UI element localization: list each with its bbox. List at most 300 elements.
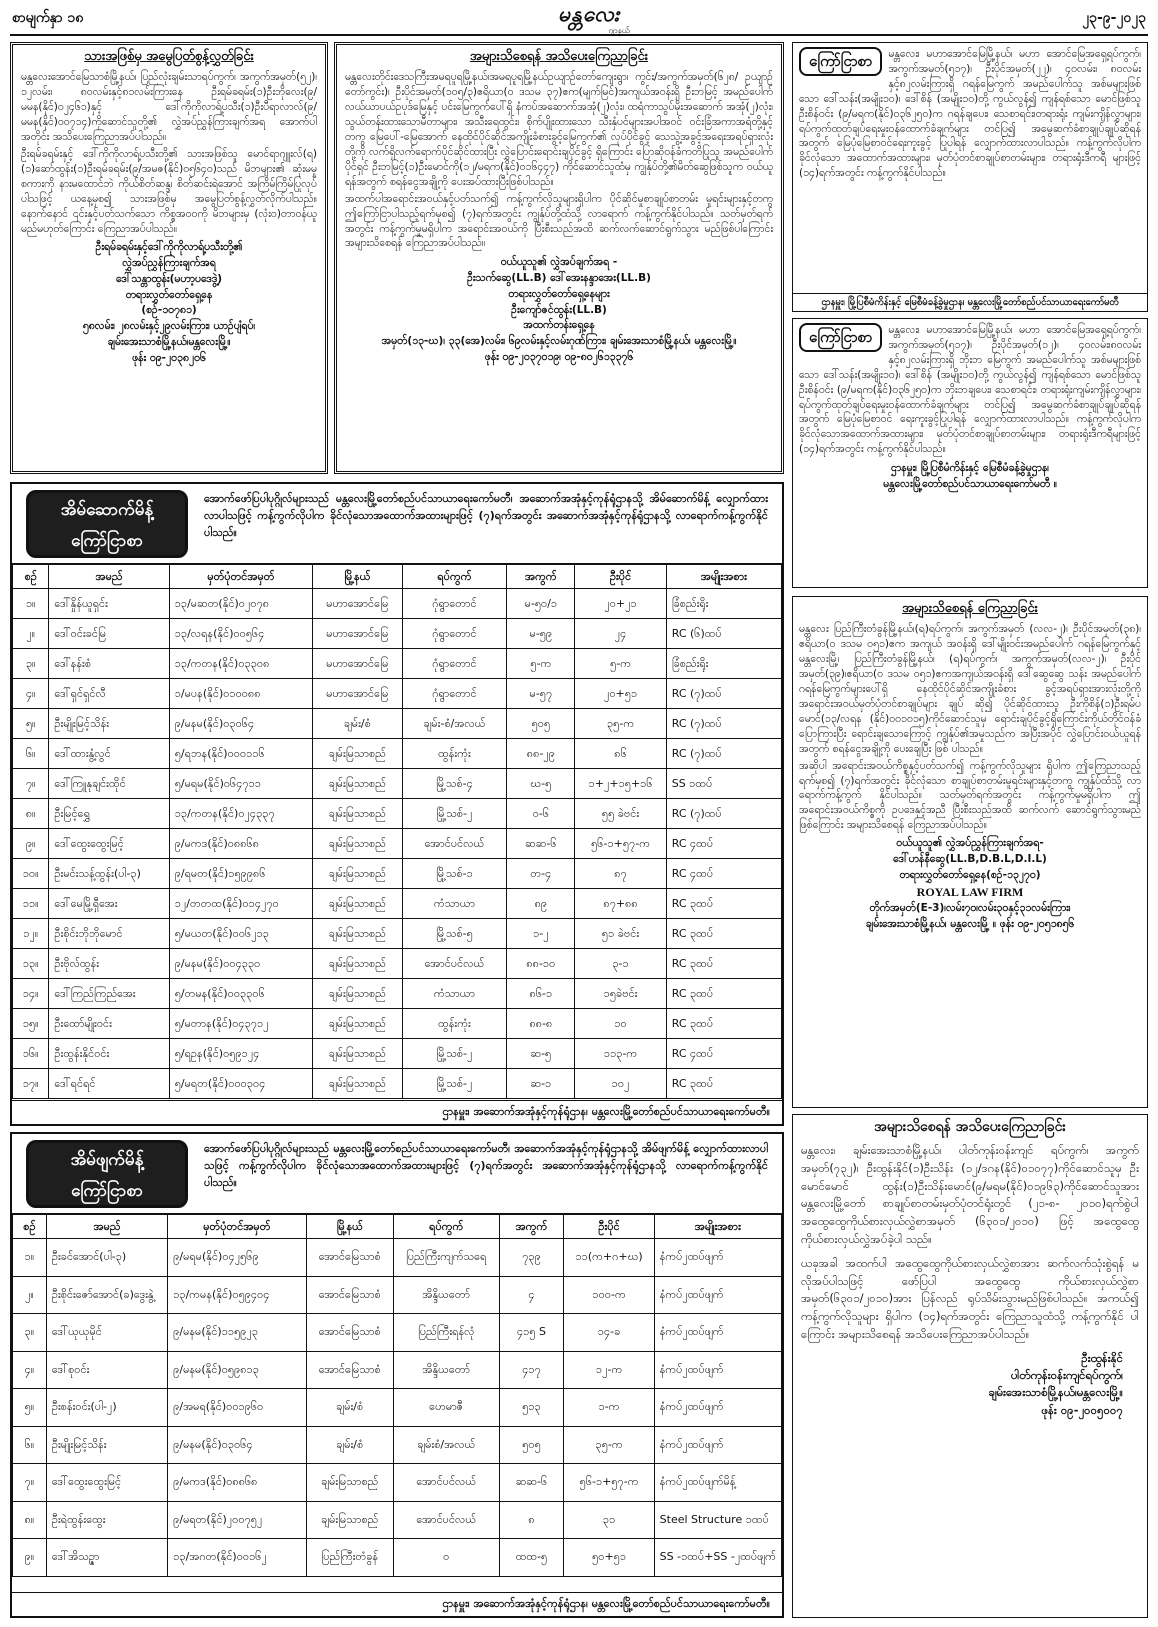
signature-line: ပါတ်ကုန်းဝန်းကျင်ရပ်ကွက်၊ (1010, 1368, 1123, 1383)
table-cell: ဦးမျိုးမြင့်သိန်း (49, 709, 169, 739)
table-cell: Steel Structure ၁ထပ် (654, 1501, 781, 1539)
notice-body (337, 70, 781, 251)
table-cell: ထွန်းကုံး (402, 739, 507, 769)
table-cell: ဆဆ-၆ (499, 1464, 564, 1502)
table-cell: ၁၅ခဲဗင်း (575, 979, 666, 1009)
table-cell: ၁၆။ (13, 1039, 49, 1069)
table-row (13, 919, 782, 949)
table-cell: ထွန်းကုံး (402, 1009, 507, 1039)
table-cell: ၁၁၃-က (575, 1039, 666, 1069)
column-header: အမျိုးအစား (666, 565, 781, 589)
table-row (13, 859, 782, 889)
table-cell: ချမ်း/စံ (306, 1426, 393, 1464)
table-cell: ၅၆-၁+၅၇-က (575, 829, 666, 859)
table-cell: အိန္ဒိယတော် (393, 1351, 499, 1389)
table-cell: ဒေါ်ရှင်ရှင်လီ (49, 679, 169, 709)
table-cell: ၁၀။ (13, 859, 49, 889)
table-cell: ဂုံရွာတောင် (402, 589, 507, 619)
table-cell: ၅-က (507, 649, 575, 679)
table-cell: မြို့သစ်-၁ (402, 859, 507, 889)
table-cell: ချမ်းမြသာစည် (313, 769, 402, 799)
table-cell: ၉/မနမ(နိုင်)၀၀၄၃၃၀ (169, 949, 312, 979)
column-header: စဉ် (13, 1215, 47, 1239)
masthead-subtitle: ဂျာနယ် (608, 26, 630, 35)
ad-badge: ကြော်ငြာစာ (799, 47, 882, 76)
table-cell: ၁၃/မဆတ(နိုင်)၀၂၀၇၈ (169, 589, 312, 619)
table-cell: ၆။ (13, 1426, 47, 1464)
notice-paragraph: မန္တလေးအောင်မြေသာစံမြို့နယ်၊ ပြည်လုံးချမ်းသာရပ်ကွက်၊ အကွက်အမှတ်(၅၂)၊ ၁၂လမ်း၊ ၈၀လမ်းနှင့်၈၁လမ်းကြားနေ ဦးရမ်ခရမ်း(၁)ဦးဘိုလေး(၉/မမန(နိုင်)၀၂၄၆၁)နှင့် ဒေါ်ကိုကိုလာရ့်ပသီး(၁)ဦးပီရာလာလ်(၉/မမန(နိုင်)၀၀၇၁၄)ကိုဆောင်သူတို့၏ လွှဲအပ်ညွှန်ကြားချက်အရ အောက်ပါအတိုင်း အသိပေးကြေညာအပ်ပါသည်။ (21, 71, 317, 144)
badge-line: ကြော်ငြာစာ (71, 531, 143, 551)
table-cell: ချမ်း/စံ (306, 1389, 393, 1427)
table-cell: ၄၁၅ S (499, 1314, 564, 1352)
column-header: မြို့နယ် (306, 1215, 393, 1239)
table-cell: ချမ်း-စံ/အလယ် (402, 709, 507, 739)
signature-line: မန္တလေးမြို့တော်စည်ပင်သာယာရေးကော်မတီ ။ (883, 477, 1057, 490)
table-cell: ၈။ (13, 799, 49, 829)
table-cell: ကံသာယာ (402, 979, 507, 1009)
signature-line: ဦးရမ်ခရမ်းနှင့်ဒေါ်ကိုကိုလာရ့်ပသီးတို့၏ (95, 241, 243, 254)
column-header: အကွက် (507, 565, 575, 589)
demolition-table (12, 1214, 782, 1577)
table-cell: ခြံစည်းရိုး (666, 649, 781, 679)
table-cell: ၈၆ (575, 739, 666, 769)
table-cell: ၉/မနမ(နိုင်)၀၅၉၈၁၃ (168, 1351, 306, 1389)
table-cell: ၅။ (13, 709, 49, 739)
table-cell: ဒေါ်အိသဉ္ဇာ (46, 1539, 167, 1577)
signature-line: ဒေါ်ဟန်နီဆွေ(LL.B,D.B.L,D.I.L) (893, 852, 1047, 865)
table-cell: SS -၁ထပ်+SS -၂ထပ်ဖျက် (654, 1539, 781, 1577)
table-cell: ၁၃/ကမန(နိုင်)၀၅၉၄၀၄ (168, 1276, 306, 1314)
column-header: အမည် (46, 1215, 167, 1239)
table-cell: မ-၅၉ (507, 619, 575, 649)
table-cell: ၁၃/ကတန(နိုင်)၀၂၄၃၃၇ (169, 799, 312, 829)
table-cell: RC ၄ထပ် (666, 1039, 781, 1069)
ad-badge: ကြော်ငြာစာ (799, 323, 882, 352)
table-cell: ပြည်ကြီးရန်လုံ (393, 1314, 499, 1352)
signature-line: ဌာနမှူး၊ မြို့ပြစီမံကိန်းနှင့် မြေစီမံခန့်ခွဲမှုဌာန၊ (891, 462, 1049, 475)
table-cell: မ-၅၇ (507, 679, 575, 709)
table-cell: ၅၁ ခဲဗင်း (575, 919, 666, 949)
table-cell: ထထ-၅ (499, 1539, 564, 1577)
column-header: ဦးပိုင် (564, 1215, 654, 1239)
signature-phone: ဖုန်း ၀၉-၂၀၃၈၂၀၆ (132, 351, 206, 364)
table-cell: ဦးစန်းဝင်း(ပါ-၂) (46, 1389, 167, 1427)
table-cell: ဒေါ်ဝင်းခင်မြ (49, 619, 169, 649)
table-cell: မဟာအောင်မြေ (313, 679, 402, 709)
table-row (13, 1239, 782, 1277)
table-cell: ၅/မရမ(နိုင်)၀၆၄၇၁၁ (169, 769, 312, 799)
table-cell: ၉/မနမ(နိုင်)၀၃၀၆၄ (168, 1426, 306, 1464)
table-cell: RC ၃ထပ် (666, 949, 781, 979)
table-header-row (13, 1215, 782, 1239)
table-cell: ၁၂။ (13, 919, 49, 949)
land-notice-text (793, 43, 1147, 181)
table-cell: အောင်ပင်လယ် (402, 829, 507, 859)
table-cell: အိန္ဒိယတော် (393, 1276, 499, 1314)
section-badge (26, 1140, 188, 1208)
table-cell: မြို့သစ်-၂ (402, 799, 507, 829)
section-description: အောက်ဖော်ပြပါပုဂ္ဂိုလ်များသည် မန္တလေးမြို့တော်စည်ပင်သာယာရေးကော်မတီ၊ အဆောက်အအုံနှင့်ကုန်ရုံဌာနသို့ အိမ်ဖျက်မိန့် လျှောက်ထားလာပါသဖြင့် ကန့်ကွက်လိုပါက ခိုင်လုံသောအထောက်အထားများဖြင့် (၇)ရက်အတွင်း အဆောက်အအုံနှင့်ကုန်ရုံဌာနသို့ လာရောက်ကန့်ကွက်နိုင်ပါသည်။ (204, 1142, 768, 1190)
table-cell: ကံသာယာ (402, 889, 507, 919)
table-cell: ၁၃/အဂတ(နိုင်)၀၀၁၆၂ (168, 1539, 306, 1577)
signature-line: (စဥ်-၁၀၇၈၁) (141, 304, 197, 317)
table-cell: RC (၇)ထပ် (666, 799, 781, 829)
table-cell: ၁/မပန(နိုင်)၀၁၀၀၈၈ (169, 679, 312, 709)
table-row (13, 1009, 782, 1039)
signature-line: တရားလွှတ်တော်ရှေ့နေ(စဥ်-၁၃၂၇၀) (899, 868, 1041, 881)
section-footer: ဌာနမှူး၊ အဆောက်အအုံနှင့်ကုန်ရုံဌာန၊ မန္တလေးမြို့တော်စည်ပင်သာယာရေးကော်မတီ။ (12, 1100, 782, 1124)
notice-signature (793, 836, 1147, 933)
signature-line: ဦးသက်ဆွေ(LL.B) ဒေါ်အေးနန္ဒာအေး(LL.B) (467, 272, 651, 285)
table-cell: နံကပ်၂ထပ်ဖျက် (654, 1351, 781, 1389)
table-cell: RC ၃ထပ် (666, 919, 781, 949)
column-header: မြို့နယ် (313, 565, 402, 589)
table-cell: ၂။ (13, 1276, 47, 1314)
section-header (12, 484, 782, 564)
table-row (13, 949, 782, 979)
signature-line: အထက်တန်းရှေ့နေ (523, 319, 595, 332)
table-cell: ၁။ (13, 1239, 47, 1277)
table-cell: ချမ်းမြသာစည် (313, 979, 402, 1009)
land-notice-lead: မန္တလေး၊ မဟာအောင်မြေမြို့နယ်၊ မဟာ (888, 324, 1040, 336)
notice-paragraph: မန္တလေးတိုင်းဒေသကြီးအမရပူရမြို့နယ်၊အမရပူရမြို့နယ်ဥယျာဉ်တော်ကျေးရွာ၊ ကွင်း/အကွက်အမှတ်(၆၂၈/ ဥယျာဉ်တော်ကွင်း)၊ ဦးပိုင်အမှတ်(၁၀၅/၃)ဧရိယာ(၀ ဒသမ ၃၇)ဧက(မျက်မြင်)အကျယ်အဝန်းရှိ ဦးဘမြင့် အမည်ပေါက် လယ်ယာပယ်ဥပုဒ်မြေနှင့် ပင်းမြေကွက်ပေါ်ရှိ နံကပ်အဆောက်အအုံ(၂)လုံး၊ ထရံကာသွပ်မိုးအဆောက် အအုံ(၂)လုံး၊ သွယ်တန်းထားသောမီတာများ၊ အသီးရေထွင်း၊ စိုက်ပျိုးထားသော သီးနှံပင်များအပါအဝင် ဝင်းခြံအကာအရံတို့နှင့်တကွ မြေပေါ်-မြေအောက် နေထိုင်ပိုင်ဆိုင်အကျိုးခံစားခွင့်မြေကွက်၏ လုပ်ပိုင်ခွင့် သေသွဲ့အခွင့်အရေးအရပ်ရှားလုံးတို့ကို လက်ရှိလက်ရောက်ပိုင်ဆိုင်ထားပြီး လွှဲပြောင်းရောင်းချပိုင်ခွင့် ရှိကြောင်း ပြောဆိုဝန်ခံကတိပြုသူ အမည်ပေါက်ပိုင်ရှင် ဦးဘမြင့်(၁)ဦးမောင်ကို(၁၂/မရက(နိုင်)၀၁၆၄၄၇) ကိုင်ဆောင်သူထံမှ ကျွန်ုပ်တို့၏မိတ်ဆွေဖြစ်သူက ဝယ်ယူရန်အတွက် စရန်ငွေအချို့ကို ပေးအပ်ထားပြီးဖြစ်ပါသည်။ (345, 71, 773, 188)
table-cell: RC (၇)ထပ် (666, 709, 781, 739)
table-cell: RC (၇)ထပ် (666, 679, 781, 709)
signature-line: တရားလွှတ်တော်ရှေ့နေများ (508, 287, 610, 300)
badge-line: အိမ်ဆောက်မိန့် (60, 500, 154, 520)
column-header: အမျိုးအစား (654, 1215, 781, 1239)
table-cell: ချမ်းမြသာစည် (313, 919, 402, 949)
table-cell: ဦးရဲထွန်းထွေး (46, 1501, 167, 1539)
table-cell: ဆ-၁ (507, 1069, 575, 1099)
land-notice-footer: ဌာနမှူး၊ မြို့ပြစီမံကိန်းနှင့် မြေစီမံခန့်ခွဲမှုဌာန၊ မန္တလေးမြို့တော်စည်ပင်သာယာရေးကော်မတီ (793, 293, 1147, 311)
table-cell: RC (၇)ထပ် (666, 739, 781, 769)
table-cell: မြို့သစ်-၂ (402, 1069, 507, 1099)
notice-paragraph: ယခုအခါ အထက်ပါ အထွေထွေကိုယ်စားလှယ်လွှဲစာအား ဆက်လက်သုံးစွဲရန် မလိုအပ်ပါသဖြင့် ဖော်ပြပါ အထွေထွေ ကိုယ်စားလှယ်လွှဲစာအမှတ်(၆၃၀၁/၂၀၁၀)အား ပြန်လည် ရုပ်သိမ်းသွားမည်ဖြစ်ပါသည်။ အကယ်၍ ကန့်ကွက်လိုသူများ ရှိပါက (၁၄)ရက်အတွင်း ကြေညာသူထံသို့ ကန့်ကွက်နိုင် ပါကြောင်း အများသိစေရန် အသိပေးကြေညာအပ်ပါသည်။ (801, 1255, 1139, 1341)
table-body (13, 589, 782, 1099)
table-cell: ချမ်းမြသာစည် (306, 1501, 393, 1539)
signature-line: လွှဲအပ်ညွှန်ကြားချက်အရ (122, 257, 216, 270)
notice-public-sale-2 (792, 596, 1148, 1108)
table-row (13, 1464, 782, 1502)
table-row (13, 979, 782, 1009)
table-cell: ချမ်းမြသာစည် (313, 799, 402, 829)
table-cell: ၅/မတာန(နိုင်)၀၄၃၇၁၂ (169, 1009, 312, 1039)
table-cell: မြို့သစ်-၄ (402, 769, 507, 799)
table-cell: ဒေါ်မေမြို့ရှီအေး (49, 889, 169, 919)
signature-line: ၅၈လမ်း၊ ၂၈လမ်းနှင့်၂၉လမ်းကြား၊ ယာဥ်ပျံရပ်၊ (82, 320, 256, 333)
table-cell: ၁၂/တတထ(နိုင်)၀၁၄၂၇၀ (169, 889, 312, 919)
notice-public-sale (334, 42, 784, 474)
table-cell: ဦးထော်မျိုးဝင်း (49, 1009, 169, 1039)
table-cell: RC ၃ထပ် (666, 1009, 781, 1039)
table-cell: ၅၁၃ (499, 1389, 564, 1427)
table-cell: ၂၀+၅၁ (575, 679, 666, 709)
table-cell: ၈။ (13, 1501, 47, 1539)
table-row (13, 649, 782, 679)
table-cell: ချမ်းမြသာစည် (313, 739, 402, 769)
table-cell: ၄၁၇ (499, 1351, 564, 1389)
table-cell: အောင်ပင်လယ် (393, 1501, 499, 1539)
table-cell: ဂုံရွာတောင် (402, 649, 507, 679)
table-row (13, 589, 782, 619)
table-cell: ၁၄-ခ (564, 1314, 654, 1352)
table-cell: ၁၁။ (13, 889, 49, 919)
table-cell: နံကပ်၂ထပ်ဖျက် (654, 1239, 781, 1277)
table-cell: မဟာအောင်မြေ (313, 649, 402, 679)
badge-line: ကြော်ငြာစာ (71, 1181, 143, 1201)
table-cell: ဦးဗိုလ်ထွန်း (49, 949, 169, 979)
notice-title: အများသိစေရန် ကြေညာခြင်း (902, 601, 1038, 616)
notice-disinheritance (10, 42, 328, 474)
table-cell: ဒေါ်စုဝင်း (46, 1351, 167, 1389)
table-cell: ၇။ (13, 1464, 47, 1502)
signature-line: အမှတ်(၁၃-ဃ)၊ ၃၃(အေ)လမ်း၊ ၆၉လမ်းနှင့်လမ်းဂုဏ်ကြား၊ ချမ်းအေးသာစံမြို့နယ်၊ မန္တလေးမြို့။ (381, 335, 737, 348)
table-cell: ဒေါ်ကြူနုချင်းထိုင် (49, 769, 169, 799)
table-cell: ဂုံရွာတောင် (402, 619, 507, 649)
table-cell: ၁-၂ (507, 919, 575, 949)
table-cell: ၁။ (13, 589, 49, 619)
table-row (13, 889, 782, 919)
table-cell: ၉/မကဒ(နိုင်)၀၈၈၆၈ (169, 829, 312, 859)
column-header: အမည် (49, 565, 169, 589)
table-row (13, 1039, 782, 1069)
table-cell: ဒေါ်ထွေးထွေးမြင့် (49, 829, 169, 859)
table-cell: ၈၇ (575, 859, 666, 889)
table-cell: RC ၃ထပ် (666, 1069, 781, 1099)
table-row (13, 709, 782, 739)
column-header: အကွက် (499, 1215, 564, 1239)
notice-paragraph: ဦးရမ်ခရမ်းနှင့် ဒေါ်ကိုကိုလာရ့်ပသီးတို့၏ သားအဖြစ်သူ မောင်ရာဂျူးလ်(ရ)(၁)ဆော်ထွန်း(၁)ဦးရမ်ခရမ်း(၉/အမဇ(နိုင်)၀၅၆၄၀)သည် မိဘများ၏ ဆုံးမမှုစကားကို နားမထောင်ဘဲ ကိုယ်စိတ်ဆန္ဒ၊ စိတ်ဆင်းရဲအောင် အကြိမ်ကြိမ်ပြုလုပ်ပါသဖြင့် ယနေ့မှစ၍ သားအဖြစ်မှ အမွေပြတ်စွန့်လွှတ်လိုက်ပါသည်။ နောက်နောင် ၎င်းနှင့်ပတ်သက်သော ကိစ္စအဝဝကို မိဘများမှ (လုံး၀)တာဝန်ယူမည်မဟုတ်ကြောင်း ကြေညာအပ်ပါသည်။ (21, 147, 317, 235)
signature-phone: ဖုန်း ၀၉-၂၀၀၅၀၀၇ (1041, 1402, 1123, 1417)
table-cell: ၅။ (13, 1389, 47, 1427)
table-row (13, 829, 782, 859)
table-body (13, 1239, 782, 1577)
notice-title: သားအဖြစ်မှ အမွေပြတ်စွန့်လွှတ်ခြင်း (84, 49, 254, 64)
table-cell: ဦးစိုင်းဘိုဘိုမောင် (49, 919, 169, 949)
table-cell: RC ၃ထပ် (666, 889, 781, 919)
table-cell: ၅/ရဘန(နိုင်)၀၀၀၁၁၆ (169, 739, 312, 769)
table-cell: နံကပ်၂ထပ်ဖျက် (654, 1276, 781, 1314)
table-row (13, 1426, 782, 1464)
table-cell: အောင်မြေသာစံ (306, 1314, 393, 1352)
table-row (13, 739, 782, 769)
page-number-label: စာမျက်နှာ ၁၈ (12, 10, 84, 26)
table-cell: ၉/မနမ(နိုင်)၁၁၅၉၂၃ (168, 1314, 306, 1352)
table-cell: RC ၄ထပ် (666, 829, 781, 859)
column-header: မှတ်ပုံတင်အမှတ် (169, 565, 312, 589)
table-cell: ဃ-၅ (507, 769, 575, 799)
table-cell: မဟာအောင်မြေ (313, 589, 402, 619)
building-permit-section (10, 482, 784, 1126)
table-row (13, 1351, 782, 1389)
badge-line: အိမ်ဖျက်မိန့် (70, 1150, 144, 1170)
table-cell: ၅၆-၁+၅၇-က (564, 1464, 654, 1502)
table-row (13, 619, 782, 649)
table-cell: ၄ (499, 1276, 564, 1314)
table-cell: ၁၄။ (13, 979, 49, 1009)
signature-line: ဦးကျော်ဇင်ထွန်း(LL.B) (511, 303, 607, 316)
table-cell: ၈၈-၁၀ (507, 949, 575, 979)
table-cell: ၈၈-၈ (507, 1009, 575, 1039)
table-cell: ချမ်းမြသာစည် (313, 1039, 402, 1069)
column-header: ဦးပိုင် (575, 565, 666, 589)
column-header: ရပ်ကွက် (402, 565, 507, 589)
table-cell: ဒေါ်ရင်ရင် (49, 1069, 169, 1099)
table-cell: ပြည်ကြီးတံခွန် (306, 1539, 393, 1577)
signature-line: ဦးထွန်းနိုင် (1081, 1350, 1123, 1365)
table-cell: ၃၅-က (564, 1426, 654, 1464)
table-cell: ဒေါ်နန်းစံ (49, 649, 169, 679)
table-cell: ဦးမျိုးမြင့်သိန်း (46, 1426, 167, 1464)
table-cell: ၅/မယတ(နိုင်)၀၀၆၂၁၃ (169, 919, 312, 949)
table-cell: ၉/မကဒ(နိုင်)၀၈၈၆၈ (168, 1464, 306, 1502)
table-cell: ၁-က (564, 1389, 654, 1427)
table-cell: ချမ်းစံ/အလယ် (393, 1426, 499, 1464)
table-row (13, 1314, 782, 1352)
table-cell: မြို့သစ်-၅ (402, 919, 507, 949)
table-header-row (13, 565, 782, 589)
notice-title: အများသိစေရန် အသိပေးကြေညာခြင်း (469, 49, 649, 64)
page-header (10, 1, 1148, 36)
table-cell: ၁၃/လရန(နိုင်)၀၀၅၆၄ (169, 619, 312, 649)
table-cell: ၅၀၅ (499, 1426, 564, 1464)
table-cell: ၂၀+၂၁ (575, 589, 666, 619)
table-cell: ၁၃။ (13, 949, 49, 979)
table-cell: ၃၁ (564, 1501, 654, 1539)
table-cell: ပြည်ကြီးကျက်သရေ (393, 1239, 499, 1277)
notice-paragraph: မန္တလေး၊ ချမ်းအေးသာစံမြို့နယ်၊ ပါတ်ကုန်းဝန်းကျင် ရပ်ကွက်၊ အကွက်အမှတ်(၇၃၂)၊ ဦးထွန်းနိုင်(၁)ဦးသိန်း (၁၂/ဒဂန(နိုင်)၀၁၀၇၇)ကိုင်ဆောင်သူမှ ဦးမောင်မောင် ထွန်း(၁)ဦးသိန်းမောင်(၉/မရမ(နိုင်)၀၁၉၆၃)ကိုင်ဆောင်သူအား မန္တလေးမြို့တော် စာချုပ်စာတမ်းမှတ်ပုံတင်ရုံးတွင် (၂၁-၈- ၂၀၁၀)ရက်စွဲပါ အထွေထွေကိုယ်စားလှယ်လွှဲစာအမှတ် (၆၃၀၁/၂၀၁၀) ဖြင့် အထွေထွေကိုယ်စားလှယ်လွှဲအပ်ခဲ့ပါ သည်။ (801, 1142, 1139, 1246)
table-cell: ဦးမြင့်ရွှေ (49, 799, 169, 829)
table-cell: ၃၅-က (575, 709, 666, 739)
table-cell: ၁၇။ (13, 1069, 49, 1099)
table-cell: ဒေါ်နှိုန်ယူရှင်း (49, 589, 169, 619)
signature-line: တိုက်အမှတ်(E-3)၊လမ်း၇၀၊လမ်း၃၀နှင့်၃၁လမ်းကြား၊ (869, 902, 1071, 915)
table-cell: ၉/မရမ(နိုင်)၀၄၂၅၆၉ (168, 1239, 306, 1277)
table-row (13, 799, 782, 829)
table-cell: နံကပ်၂ထပ်ဖျက် (654, 1314, 781, 1352)
table-cell: နံကပ်၂ထပ်ဖျက် (654, 1426, 781, 1464)
table-cell: ၆။ (13, 739, 49, 769)
signature-firm: ROYAL LAW FIRM (916, 885, 1024, 900)
table-row (13, 1389, 782, 1427)
table-row (13, 679, 782, 709)
notice-power-revocation (792, 1114, 1148, 1618)
signature-line: ဒေါ်သန္တာထွန်း(မဟာ့ပဒေဒွဲ့) (115, 272, 223, 285)
table-cell: ဝ-၆ (507, 799, 575, 829)
table-cell: ၃-၁ (575, 949, 666, 979)
masthead-title: မန္တလေး (557, 1, 621, 26)
signature-line: ချမ်းအေးသာစံမြို့နယ်၊မန္တလေးမြို့။ (988, 1385, 1123, 1400)
table-cell: ၅၀+၅၁ (564, 1539, 654, 1577)
notice-signature (793, 1350, 1147, 1419)
table-cell: ဒေါ်ယုယုမိုင် (46, 1314, 167, 1352)
table-cell: မဟာအောင်မြေ (313, 619, 402, 649)
table-cell: မ-၅၀/၁ (507, 589, 575, 619)
table-cell: ဒေါ်ကြည်ကြည်အေး (49, 979, 169, 1009)
section-header (12, 1134, 782, 1214)
table-cell: ၁၀၀-က (564, 1276, 654, 1314)
table-cell: ချမ်းမြသာစည် (313, 859, 402, 889)
table-cell: ဦးခင်အောင်(ပါ-၃) (46, 1239, 167, 1277)
demolition-permit-section (10, 1132, 784, 1618)
table-row (13, 1501, 782, 1539)
table-cell: အောင်မြေသာစံ (306, 1239, 393, 1277)
land-notice-body: အောင်မြေအရှေ့ရပ်ကွက်၊ အကွက်အမှတ်(၅၁၇)၊ ဦးပိုင်အမှတ်(၁၂)၊ ၄၀လမ်း၊၈၀လမ်းနှင့်၈၂လမ်းကြားရှိ ဘိုးဘ မြေကွက် အမည်ပေါက်သူ အစ်မများဖြစ်သော ဒေါ်သန်း(အမျိုး၁၀)၊ ဒေါ်စိန် (အမျိုး၁၀)တို့ ကွယ်လွန်၍ ကျန်ရစ်သော မောင်ဖြစ်သူ ဦးစိန်ဝင်း (၉/မရက(နိုင်)၀၃၆၂၅၀)က ဘိုးဘချပေး၊ သေစာရင်း၊ တရားရုံးကျမ်းကျိန်လွှာများ၊ရပ်ကွက်ထုတ်ချပ်ရေးမှုးဝန်ထောက်ခံချက်များ တင်ပြ၍ အမွေဆက်ခံစာချုပ်ချုပ်ဆိုရန်အတွက် မြေပုံမြေစာဝင် ရေးကူးခွင့်ပြုပါရန် လျှောက်ထားလာပါသည်။ ကန့်ကွက်လိုပါက ခိုင်လုံသောအထောက်အထားများ၊ မှတ်ပုံတင်စာချုပ်စာတမ်းများ၊ တရားရုံးဒီကရီများဖြင့် (၁၄)ရက်အတွင်း ကန့်ကွက်နိုင်ပါသည်။ (799, 324, 1141, 456)
table-cell: ၄။ (13, 1351, 47, 1389)
table-row (13, 1539, 782, 1577)
table-cell: ၈ (499, 1501, 564, 1539)
table-cell: မြို့သစ်-၂ (402, 1039, 507, 1069)
table-cell: ချမ်းမြသာစည် (306, 1464, 393, 1502)
notice-body (13, 70, 325, 236)
table-cell: ၅/တမန(နိုင်)၀၀၃၃၀၆ (169, 979, 312, 1009)
table-cell: ၂။ (13, 619, 49, 649)
table-cell: ဦးစိုင်းဇော်အောင်(ခ)ဒွေးနွဲ့ (46, 1276, 167, 1314)
notice-paragraph: အဆိုပါ အရောင်းအဝယ်ကိစ္စနှင့်ပတ်သက်၍ ကန့်ကွက်လိုသူများ ရှိပါက ဤကြေညာသည့်ရက်မှစ၍ (၇)ရက်အတွင်း ခိုင်လုံသော စာချုပ်စာတမ်းမူရင်းများနှင့်တကွ ကျွန်ုပ်ထံသို့ လာရောက်ကန့်ကွက် နိုင်ပါသည်။ သတ်မှတ်ရက်အတွင်း ကန့်ကွက်မှုမရှိပါက ဤ အရောင်းအဝယ်ကိစ္စကို ဥပဒေနှင့်အညီ ပြီးစီးသည်အထိ ဆက်လက် ဆောင်ရွက်သွားမည်ဖြစ်ကြောင်း အများသိစေရန် ကြေညာအပ်ပါသည်။ (799, 759, 1141, 832)
table-cell: RC ၄ထပ် (666, 859, 781, 889)
table-cell: ခြံစည်းရိုး (666, 589, 781, 619)
table-cell: ၈၈-၂၉ (507, 739, 575, 769)
land-notice-body: အောင်မြေအရှေ့ရပ်ကွက်၊ အကွက်အမှတ်(၅၁၇)၊ ဦးပိုင်အမှတ်(၂၂)၊ ၄၀လမ်း၊ ၈၀လမ်းနှင့်၈၂လမ်းကြားရှိ ဂရန်မြေကွက် အမည်ပေါက်သူ အစ်မများဖြစ်သော ဒေါ်သန်း(အမျိုး၁၀)၊ ဒေါ်စိန် (အမျိုး၁၀)တို့ ကွယ်လွန်၍ ကျန်ရစ်သော မောင်ဖြစ်သူ ဦးစိန်ဝင်း (၉/မရက(နိုင်)၀၃၆၂၅၀)က ဂရန်ချပေး၊ သေစာရင်း၊တရားရုံး ကျမ်းကျိန်လွှာများ၊ရပ်ကွက်ထုတ်ချပ်ရေးမှုးဝန်ထောက်ခံချက်များ တင်ပြ၍ အမွေဆက်ခံစာချုပ်ချုပ်ဆိုရန်အတွက် မြေပုံမြေစာဝင်ရေးကူးခွင့် ပြုပါရန် လျှောက်ထားလာပါသည်။ ကန့်ကွက်လိုပါက ခိုင်လုံသော အထောက်အထားများ၊ မှတ်ပုံတင်စာချုပ်စာတမ်းများ၊ တရားရုံးဒီကရီ များဖြင့် (၁၄)ရက်အတွင်း ကန့်ကွက်နိုင်ပါသည်။ (799, 48, 1141, 180)
table-cell: ဆဆ-၆ (507, 829, 575, 859)
column-header: မှတ်ပုံတင်အမှတ် (168, 1215, 306, 1239)
table-cell: ၂၄ (575, 619, 666, 649)
table-cell: ၈၆-၁ (507, 979, 575, 1009)
table-cell: ၉/အမရ(နိုင်)၀၀၁၉၆၀ (168, 1389, 306, 1427)
table-cell: ဟေမာဇီ (393, 1389, 499, 1427)
table-cell: SS ၁ထပ် (666, 769, 781, 799)
table-cell: အောင်ပင်လယ် (393, 1464, 499, 1502)
table-cell: ၉/မနမ(နိုင်)၀၃၀၆၄ (169, 709, 312, 739)
permit-table (12, 564, 782, 1099)
notice-paragraph: မန္တလေး ပြည်ကြီးတံခွန်မြို့နယ်၊(ရ)ရပ်ကွက်၊ အကွက်အမှတ် (လလ-၂)၊ ဦးပိုင်အမှတ်(၃၈)၊ ဧရိယာ(၀ ဒသမ ၀၅၁)ဧက အကျယ် အဝန်းရှိ ဒေါ်မျိုးဝင်းအမည်ပေါက် ဂရန်မြေကွက်နှင့် မန္တလေးမြို့၊ ပြည်ကြီးတံခွန်မြို့နယ်၊ (ရ)ရပ်ကွက်၊ အကွက်အမှတ်(လလ-၂)၊ ဦးပိုင် အမှတ်(၃၉)၊ဧရိယာ(၀ ဒသမ ၀၅၁)ဧကအကျယ်အဝန်းရှိ ဒေါ်ဆွေဆွေ သန်း အမည်ပေါက် ဂရန်မြေကွက်များပေါ်ရှိ နေထိုင်ပိုင်ဆိုင်အကျိုးခံစား ခွင့်အရပ်ရှားအားလုံးတို့ကို အရောင်းအဝယ်မှတ်ပုံတင်စာချုပ်များ ချုပ် ဆို၍ ပိုင်ဆိုင်ထားသူ ဦးကိုစိန်(၁)ဦးရမ်ပမောင်(၁၃/လရန (နိုင်)၀၀၁၀၁၅)ကိုင်ဆောင်သူမှ ရောင်းချပိုင်ခွင့်ရှိကြောင်းကိုယ်တိုင်ဝန်ခံ ပြောကြားပြီး ရောင်းချသောကြောင့် ကျွန်ုပ်၏အမှုသည်က အပြီးအပိုင် လွှဲပြောင်းဝယ်ယူရန်အတွက် စရန်ငွေအချို့ကို ပေးချေပြီး ဖြစ် ပါသည်။ (799, 623, 1141, 755)
signature-line: ချမ်းအေးသာစံမြို့နယ်၊မန္တလေးမြို့။ (107, 335, 231, 348)
table-cell: ၅-က (575, 649, 666, 679)
table-cell: ၅၀၅ (507, 709, 575, 739)
table-cell: နံကပ်၂ထပ်ဖျက် (654, 1389, 781, 1427)
table-cell: ၇။ (13, 769, 49, 799)
signature-line: ဝယ်ယူသူ၏ လွှဲအပ်ညွှန်ကြားချက်အရ- (896, 837, 1044, 850)
table-cell: ဦးထွန်းနိုင်ဝင်း (49, 1039, 169, 1069)
land-notice-2 (792, 318, 1148, 588)
notice-paragraph: အထက်ပါအရောင်းအဝယ်နှင့်ပတ်သက်၍ ကန့်ကွက်လိုသူများရှိပါက ပိုင်ဆိုင်မှုစာချုပ်စာတမ်း မူရင်းများနှင့်တကွ ဤကြော်ငြာပါသည့်ရက်မှစ၍ (၇)ရက်အတွင်း ကျွန်ုပ်တို့ထံသို့ လာရောက် ကန့်ကွက်နိုင်ပါသည်။ သတ်မှတ်ရက်အတွင်း ကန့်ကွက်မှုမရှိပါက အရောင်းအဝယ်ကို ပြီးစီးသည်အထိ ဆက်လက်ဆောင်ရွက်သွား မည်ဖြစ်ပါကြောင်း အများသိစေရန် ကြေညာအပ်ပါသည်။ (345, 192, 773, 250)
column-header: ရပ်ကွက် (393, 1215, 499, 1239)
notice-title: အများသိစေရန် အသိပေးကြေညာခြင်း (874, 1119, 1066, 1135)
table-cell: ဆ-၅ (507, 1039, 575, 1069)
table-cell: ဒေါ်ထားနွံ့လွင် (49, 739, 169, 769)
section-badge (26, 490, 188, 558)
land-notice-text (793, 319, 1147, 457)
section-description: အောက်ဖော်ပြပါပုဂ္ဂိုလ်များသည် မန္တလေးမြို့တော်စည်ပင်သာယာရေးကော်မတီ၊ အဆောက်အအုံနှင့်ကုန်ရုံဌာနသို့ အိမ်ဆောက်မိန့် လျှောက်ထားလာပါသဖြင့် ကန့်ကွက်လိုပါက ခိုင်လုံသောအထောက်အထားများဖြင့် (၇)ရက်အတွင်း အဆောက်အအုံနှင့်ကုန်ရုံဌာနသို့ လာရောက်ကန့်ကွက်နိုင်ပါသည်။ (204, 492, 768, 540)
table-cell: ၁၁(က+ဂ+ဃ) (564, 1239, 654, 1277)
table-cell: ၈၇+၈၈ (575, 889, 666, 919)
table-cell: နံကပ်၂ထပ်ဖျက်မိန့် (654, 1464, 781, 1502)
notice-body (793, 622, 1147, 833)
table-cell: RC ၃ထပ် (666, 979, 781, 1009)
table-cell: ၃။ (13, 649, 49, 679)
table-cell: ၅၅ ခဲဗင်း (575, 799, 666, 829)
column-header: စဉ် (13, 565, 49, 589)
table-cell: ချမ်းမြသာစည် (313, 949, 402, 979)
table-cell: ၉။ (13, 1539, 47, 1577)
signature-phone: ချမ်းအေးသာစံမြို့နယ်၊ မန္တလေးမြို့ ။ ဖုန်း ၀၉-၂၀၅၁၈၅၆ (865, 918, 1075, 931)
notice-body (793, 1142, 1147, 1344)
table-cell: ၁၀၂ (575, 1069, 666, 1099)
table-row (13, 769, 782, 799)
table-cell: ၉။ (13, 829, 49, 859)
table-cell: ချမ်း/စံ (313, 709, 402, 739)
